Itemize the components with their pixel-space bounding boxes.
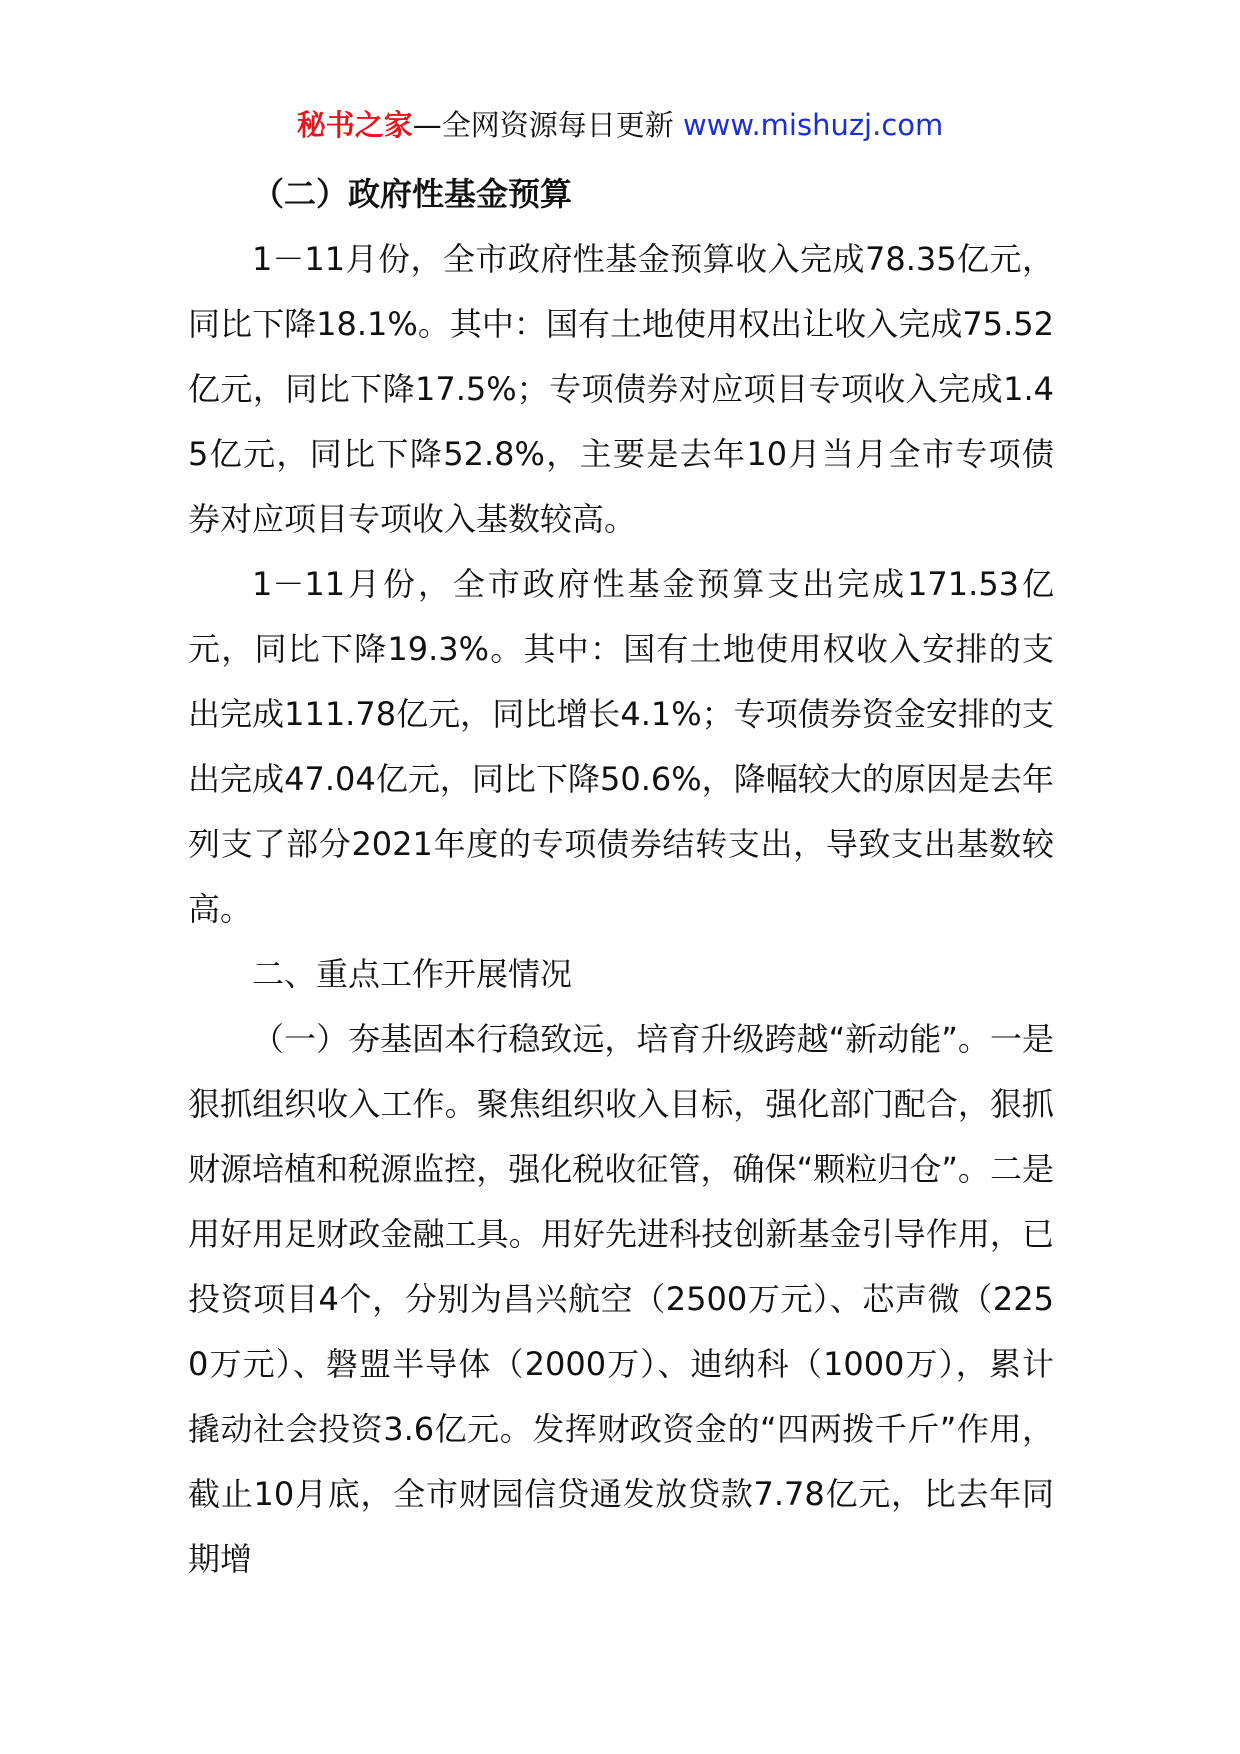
paragraph-fund-revenue: 1－11月份，全市政府性基金预算收入完成78.35亿元，同比下降18.1%。其中：国有土地使用权出让收入完成75.52亿元，同比下降17.5%；专项债券对应项目专项收入完成1.45亿元，同比下降52.8%，主要是去年10月当月全市专项债券对应项目专项收入基数较高。	[188, 240, 1054, 538]
paragraph-key-work-one: （一）夯基固本行稳致远，培育升级跨越“新动能”。一是狠抓组织收入工作。聚焦组织收入目标，强化部门配合，狠抓财源培植和税源监控，强化税收征管，确保“颗粒归仓”。二是用好用足财政金融工具。用好先进科技创新基金引导作用，已投资项目4个，分别为昌兴航空（2500万元）、芯声微（2250万元）、磐盟半导体（2000万）、迪纳科（1000万），累计撬动社会投资3.6亿元。发挥财政资金的“四两拨千斤”作用，截止10月底，全市财园信贷通发放贷款7.78亿元，比去年同期增	[188, 1020, 1054, 1578]
paragraph-fund-expenditure: 1－11月份，全市政府性基金预算支出完成171.53亿元，同比下降19.3%。其中：国有土地使用权收入安排的支出完成111.78亿元，同比增长4.1%；专项债券资金安排的支出完成47.04亿元，同比下降50.6%，降幅较大的原因是去年列支了部分2021年度的专项债券结转支出，导致支出基数较高。	[188, 565, 1054, 928]
paragraph-key-work-heading: 二、重点工作开展情况	[252, 955, 573, 993]
header-tagline: —全网资源每日更新	[412, 108, 683, 142]
section-heading: （二）政府性基金预算	[252, 175, 573, 213]
brand-name: 秘书之家	[296, 108, 413, 142]
site-header	[0, 100, 1240, 150]
site-url-link[interactable]: www.mishuzj.com	[682, 108, 944, 142]
document-body	[188, 162, 1054, 1592]
